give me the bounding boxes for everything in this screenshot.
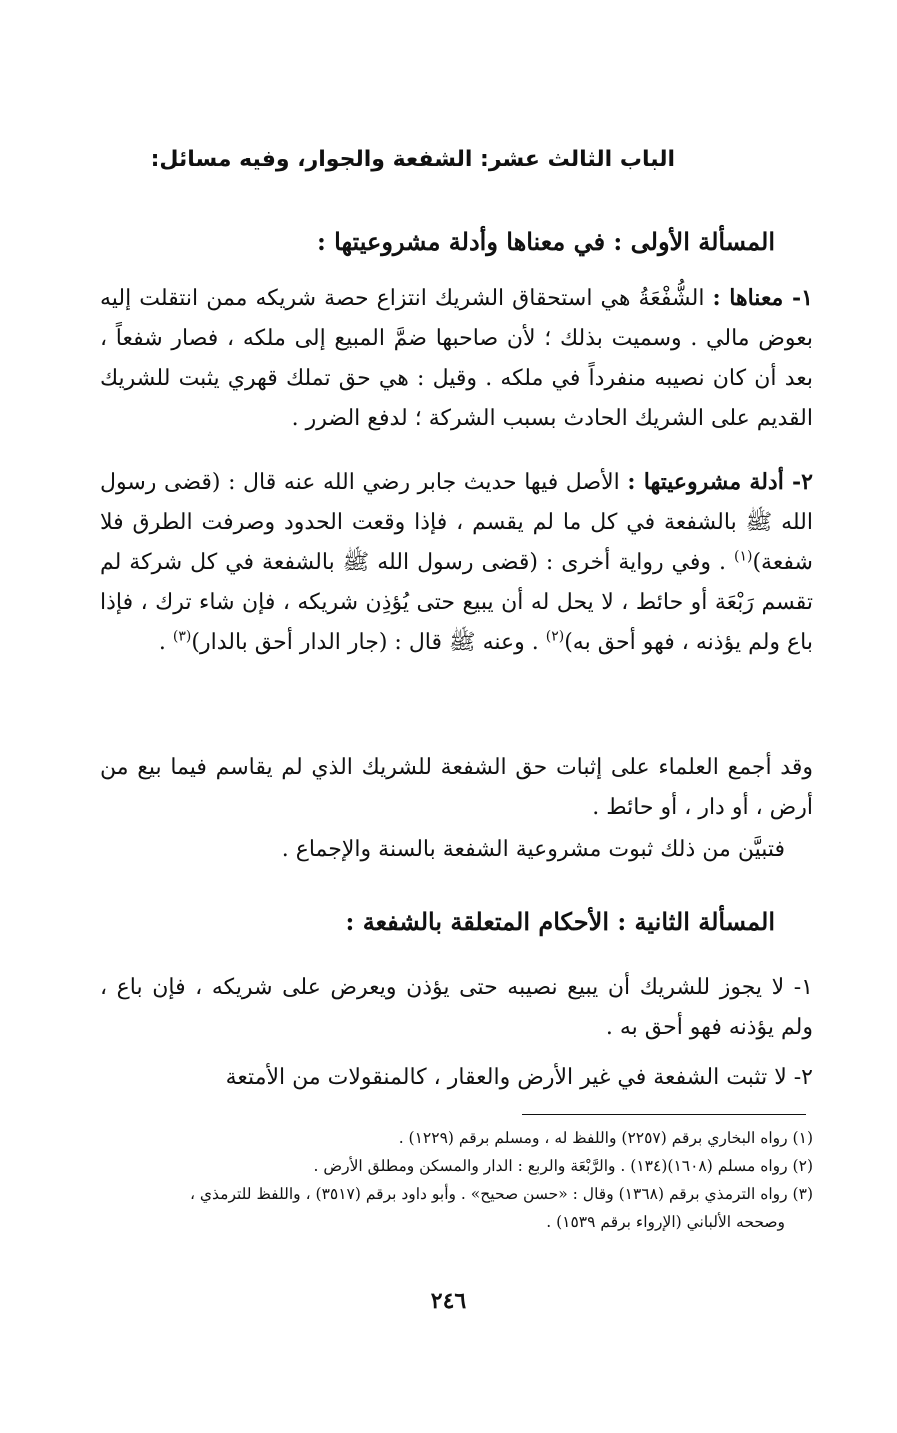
footnote-ref[interactable]: (٢) [545, 628, 565, 645]
footnote-1: (١) رواه البخاري برقم (٢٢٥٧) واللفظ له ، ومسلم برقم (١٢٢٩) . [398, 1129, 813, 1147]
paragraph-consensus: وقد أجمع العلماء على إثبات حق الشفعة للشريك الذي لم يقاسم فيما بيع من أرض ، أو دار ، أو حائط . [100, 755, 813, 820]
page-number: ٢٤٦ [430, 1288, 467, 1314]
section-heading-1: المسألة الأولى : في معناها وأدلة مشروعيتها : [316, 227, 775, 256]
footnote-3-text: (٣) رواه الترمذي برقم (١٣٦٨) وقال : «حسن صحيح» . وأبو داود برقم (٣٥١٧) ، واللفظ للترمذي ، [189, 1185, 813, 1203]
paragraph-ruling-1: ١- لا يجوز للشريك أن يبيع نصيبه حتى يؤذن ويعرض على شريكه ، فإن باع ، ولم يؤذنه فهو أحق به . [100, 975, 813, 1040]
paragraph-text: . وعنه ﷺ قال : (جار الدار أحق بالدار) [191, 630, 546, 655]
paragraph-text: . وفي رواية أخرى : (قضى رسول الله ﷺ بالشفعة في كل شركة لم تقسم رَبْعَة أو حائط ، لا يحل له أن يبيع حتى يُؤذِن شريكه ، فإن شاء ترك ، فإذا باع ولم يؤذنه ، فهو أحق به) [100, 550, 813, 655]
paragraph-evidence [100, 462, 813, 663]
footnote-3-continuation: وصححه الألباني (الإرواء برقم ١٥٣٩) . [546, 1213, 785, 1231]
footnote-2: (٢) رواه مسلم (١٦٠٨)(١٣٤) . والرَّبْعَة والربع : الدار والمسكن ومطلق الأرض . [313, 1157, 813, 1175]
paragraph-text: الأصل فيها حديث جابر رضي الله عنه قال : (قضى رسول الله ﷺ بالشفعة في كل ما لم يقسم ، فإذا وقعت الحدود وصرفت الطرق فلا شفعة) [100, 470, 813, 575]
footnotes [100, 1124, 813, 1236]
chapter-title: الباب الثالث عشر: الشفعة والجوار، وفيه مسائل: [150, 147, 675, 172]
paragraph-text: الشُّفْعَةُ هي استحقاق الشريك انتزاع حصة شريكه ممن انتقلت إليه بعوض مالي . وسميت بذلك ؛ لأن صاحبها ضمَّ المبيع إلى ملكه ، فصار شفعاً ، بعد أن كان نصيبه منفرداً في ملكه . وقيل : هي حق تملك قهري يثبت للشريك القديم على الشريك الحادث بسبب الشركة ؛ لدفع الضرر . [100, 286, 813, 431]
paragraph-lead: ٢- أدلة مشروعيتها : [627, 469, 813, 495]
paragraph-definition [100, 278, 813, 439]
paragraph-conclusion: فتبيَّن من ذلك ثبوت مشروعية الشفعة بالسنة والإجماع . [281, 837, 785, 862]
paragraph-text: . [158, 630, 173, 655]
paragraph-lead: ١- معناها : [712, 285, 813, 311]
footnote-divider [522, 1114, 806, 1115]
footnote-3 [100, 1180, 813, 1236]
paragraph-ruling-2: ٢- لا تثبت الشفعة في غير الأرض والعقار ، كالمنقولات من الأمتعة [225, 1065, 813, 1090]
footnote-ref[interactable]: (١) [733, 548, 753, 565]
footnote-ref[interactable]: (٣) [172, 628, 192, 645]
section-heading-2: المسألة الثانية : الأحكام المتعلقة بالشفعة : [345, 907, 775, 936]
